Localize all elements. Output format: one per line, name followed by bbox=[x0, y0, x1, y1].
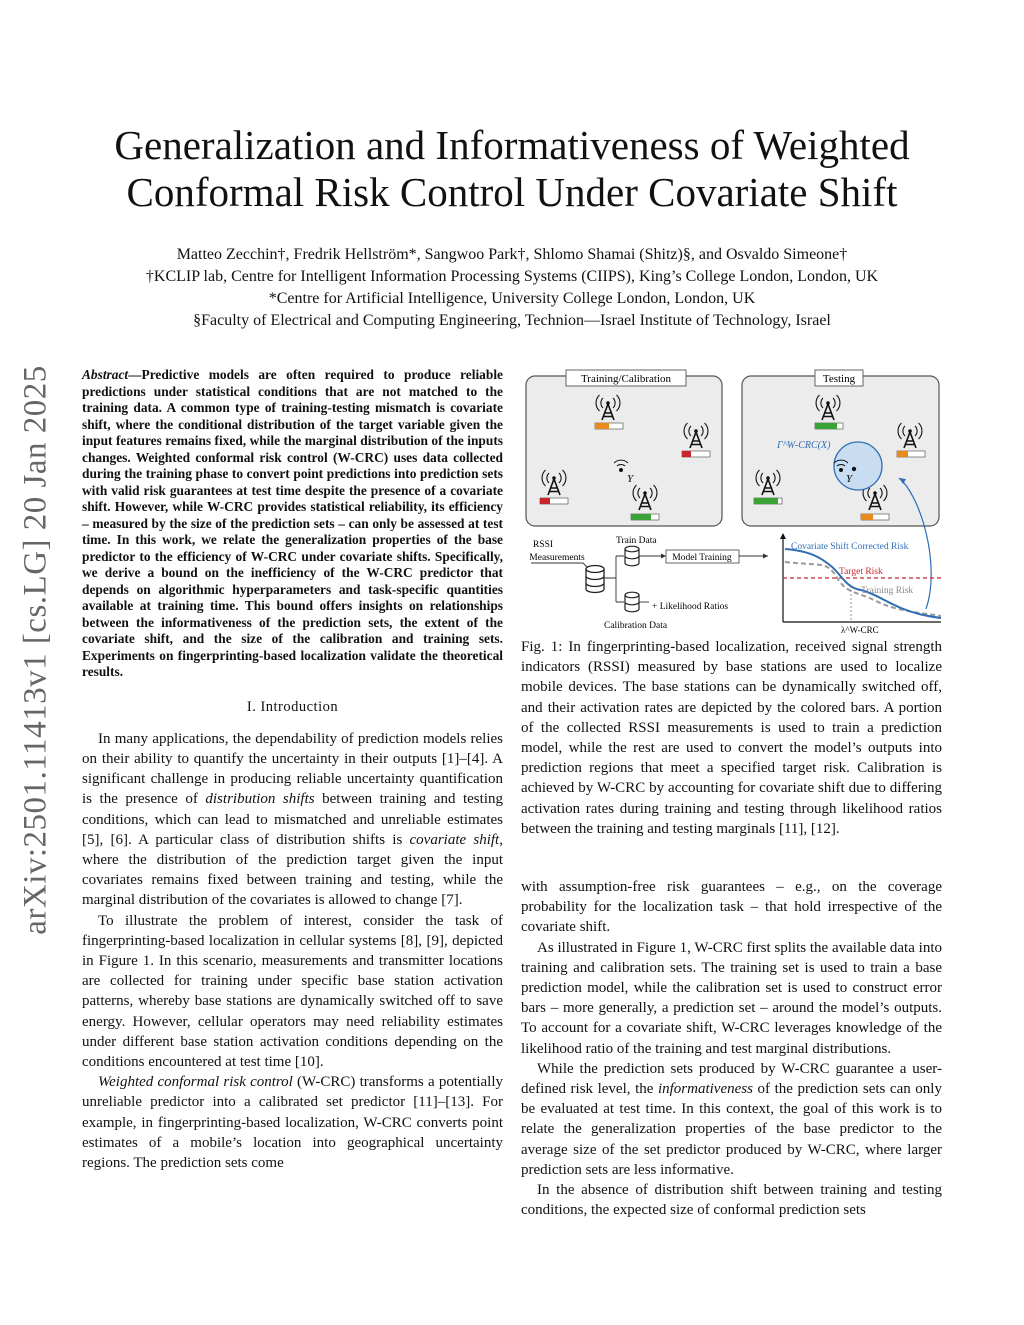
intro-paragraph-3 bbox=[82, 1072, 503, 1173]
text-run: of the prediction sets can only be evaluated at test time. In this context, the goal of this work is to relate the generalization properties of the base predictor to the average size of the set predictor produced by W-CRC, where larger prediction sets are less informative. bbox=[521, 1081, 942, 1178]
likelihood-ratios-label: + Likelihood Ratios bbox=[652, 602, 729, 612]
measurements-label: Measurements bbox=[529, 553, 585, 563]
right-paragraph-2 bbox=[521, 1059, 942, 1180]
lambda-label: λ^W-CRC bbox=[841, 625, 879, 635]
left-column bbox=[82, 367, 503, 1173]
abstract-lead: Abstract— bbox=[82, 367, 142, 382]
affiliation-2: *Centre for Artificial Intelligence, University College London, London, UK bbox=[268, 290, 756, 307]
emphasis: Weighted conformal risk control bbox=[98, 1074, 293, 1091]
abstract-text: Predictive models are often required to produce reliable predictions under statistical conditions that are not matched to the training data. A common type of training-testing mismatch is covariate shift, where the conditional distribution of the target variable given the input features remains fixed, while the marginal distribution of the inputs changes. Weighted conformal risk control (W-CRC) uses data collected during the training phase to convert point predictions into prediction sets with valid risk guarantees at test time despite the presence of a covariate shift. However, while W-CRC provides statistical reliability, its efficiency – measured by the size of the prediction sets – can only be assessed at test time. In this work, we relate the generalization properties of the base predictor to the efficiency of W-CRC under covariate shifts. Specifically, we derive a bound on the inefficiency of the W-CRC predictor that depends on algorithmic hyperparameters and task-specific quantities available at training time. This bound offers insights on relationships between the informativeness of the prediction sets, the extent of the covariate shift, and the size of the calibration and training sets. Experiments on fingerprinting-based localization validate the theoretical results. bbox=[82, 367, 503, 679]
target-risk-label: Target Risk bbox=[839, 567, 883, 577]
corrected-risk-label: Covariate Shift Corrected Risk bbox=[791, 542, 909, 552]
prediction-set-label: Γ^W-CRC(X) bbox=[777, 440, 831, 451]
emphasis: distribution shifts bbox=[205, 791, 315, 808]
abstract bbox=[82, 367, 503, 681]
author-block bbox=[80, 244, 944, 332]
database-icon bbox=[586, 566, 604, 593]
text-run: (W-CRC) transforms a potentially unreliable predictor into a calibrated set predictor [11]–[13]. For example, in fingerprinting-based localization, W-CRC converts point estimates of a mobile’s location into geographical uncertainty regions. The prediction sets come bbox=[82, 1074, 503, 1171]
text-run: between training and testing conditions, which can lead to mismatched and unreliable estimates [5], [6]. A particular class of distribution shifts is bbox=[82, 791, 503, 848]
intro-paragraph-2: To illustrate the problem of interest, consider the task of fingerprinting-based localization in cellular systems [8], [9], depicted in Figure 1. In this scenario, measurements and transmitter locations are collected for training under specific base station activation patterns, whereby base stations are dynamically switched off to save energy. However, cellular operators may need reliability estimates under different base station activation conditions depending on the conditions encountered at test time [10]. bbox=[82, 912, 503, 1070]
figure-1 bbox=[521, 366, 943, 636]
calibration-database-icon bbox=[625, 592, 639, 612]
author-names: Matteo Zecchin†, Fredrik Hellström*, Sangwoo Park†, Shlomo Shamai (Shitz)§, and Osvaldo Simeone† bbox=[176, 246, 848, 263]
prediction-set-region bbox=[834, 442, 882, 490]
right-paragraph-3: In the absence of distribution shift between training and testing conditions, the expected size of conformal prediction sets bbox=[521, 1182, 942, 1219]
text-run: While the prediction sets produced by W-CRC guarantee a user-defined risk level, the bbox=[521, 1060, 942, 1098]
paper-title: Generalization and Informativeness of Weighted Conformal Risk Control Under Covariate Shift bbox=[114, 122, 910, 215]
affiliation-1: †KCLIP lab, Centre for Intelligent Information Processing Systems (CIIPS), King’s College London, London, UK bbox=[145, 268, 879, 285]
arxiv-stamp bbox=[6, 360, 66, 940]
arxiv-id: arXiv:2501.11413v1 [cs.LG] 20 Jan 2025 bbox=[17, 365, 54, 935]
right-paragraph-1: As illustrated in Figure 1, W-CRC first splits the available data into training and calibration sets. The training set is used to train a base prediction model, while the calibration set is used to construct error bars – more generally, a prediction set – around the model’s outputs. To account for a covariate shift, W-CRC leverages knowledge of the likelihood ratio of the training and test marginal distributions. bbox=[521, 939, 942, 1057]
panel-label-testing: Testing bbox=[822, 373, 856, 385]
right-paragraph-0: with assumption-free risk guarantees – e.g., on the coverage probability for the localization task – that hold irrespective of the covariate shift. bbox=[521, 879, 942, 936]
intro-paragraph-1 bbox=[82, 729, 503, 911]
affiliation-3: §Faculty of Electrical and Computing Engineering, Technion—Israel Institute of Technology, Israel bbox=[193, 312, 831, 329]
emphasis: informativeness bbox=[657, 1081, 753, 1098]
calibration-data-label: Calibration Data bbox=[604, 621, 668, 631]
training-risk-label: Training Risk bbox=[861, 586, 914, 596]
panel-label-training: Training/Calibration bbox=[580, 373, 672, 385]
label-y-test: Y bbox=[846, 473, 853, 485]
text-run: , where the distribution of the prediction target given the input covariates remains fixed between training and testing, while the marginal distribution of the covariates is allowed to change [7]. bbox=[82, 831, 503, 909]
corrected-risk-curve bbox=[785, 549, 941, 618]
rssi-label: RSSI bbox=[532, 540, 554, 550]
label-y-train: Y bbox=[627, 473, 634, 485]
figure-caption: Fig. 1: In fingerprinting-based localization, received signal strength indicators (RSSI) measured by base stations are used to localize mobile devices. The base stations can be dynamically switched off, and their activation rates are depicted by the colored bars. A portion of the collected RSSI measurements is used to train a prediction model, while the rest are used to convert the model’s outputs into prediction regions that meet a specified target risk. Calibration is achieved by W-CRC by accounting for covariate shift due to differing activation rates during training and testing through likelihood ratios between the training and testing marginals [11], [12]. bbox=[521, 639, 942, 837]
train-data-label: Train Data bbox=[616, 536, 657, 546]
emphasis: covariate shift bbox=[409, 831, 500, 848]
train-database-icon bbox=[625, 546, 639, 566]
model-training-label: Model Training bbox=[672, 553, 732, 563]
text-run: In many applications, the dependability of prediction models relies on their ability to quantify the uncertainty in their outputs [1]–[4]. A significant challenge in producing reliable uncertainty quantification is the presence of bbox=[82, 730, 503, 808]
section-heading: I. Introduction bbox=[246, 698, 339, 715]
risk-plot bbox=[780, 533, 941, 635]
right-column bbox=[521, 877, 942, 1220]
